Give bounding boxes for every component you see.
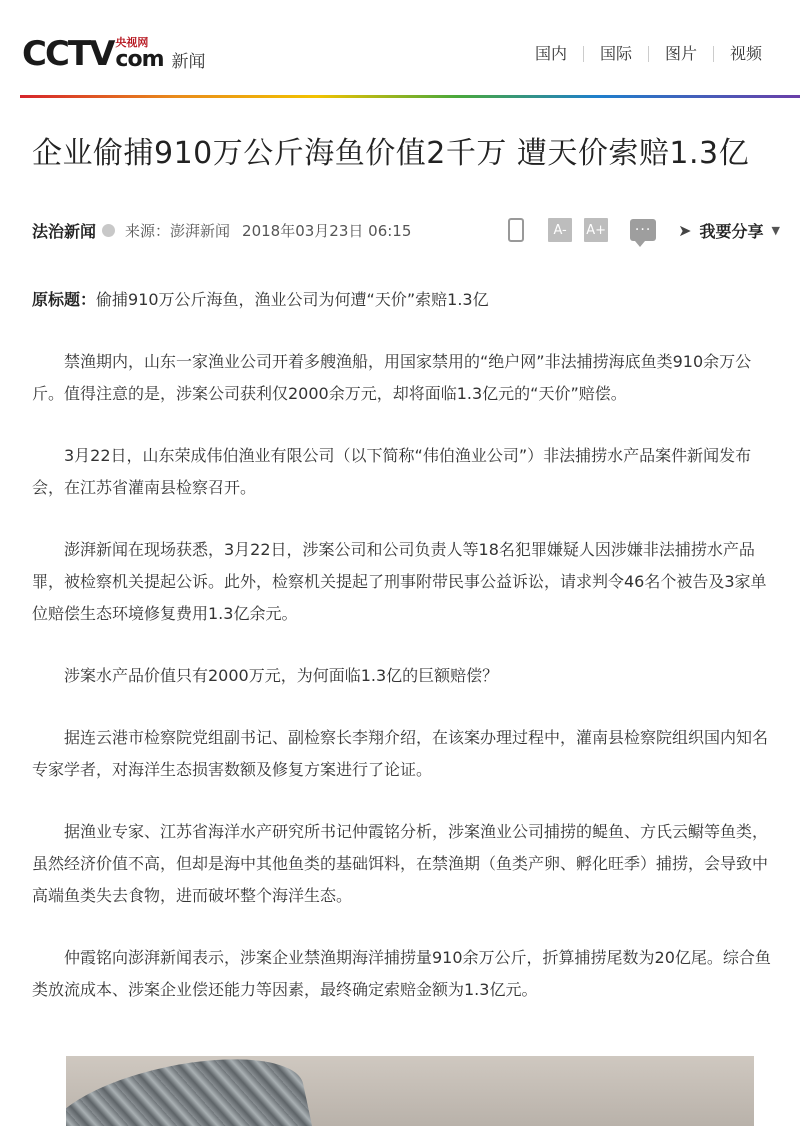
article-date: 2018年03月23日 06:15 — [242, 221, 412, 240]
article-source: 来源：澎湃新闻 — [125, 221, 231, 240]
original-title-label: 原标题： — [32, 290, 97, 309]
article-body — [32, 284, 782, 1036]
share-label: 我要分享 — [699, 221, 764, 241]
share-icon: ➤ — [678, 220, 692, 240]
original-title-paragraph — [32, 284, 782, 316]
logo-cctv-text: CCTV — [22, 34, 114, 74]
article-title: 企业偷捕910万公斤海鱼价值2千万 遭天价索赔1.3亿 — [32, 136, 750, 171]
original-title-text: 偷捕910万公斤海鱼，渔业公司为何遭“天价”索赔1.3亿 — [96, 290, 489, 309]
fishing-net-rope-image — [66, 1056, 313, 1126]
chevron-down-icon: ▼ — [771, 223, 780, 237]
body-paragraph: 仲霞铭向澎湃新闻表示，涉案企业禁渔期海洋捕捞量910余万公斤，折算捕捞尾数为20亿尾。综合鱼类放流成本、涉案企业偿还能力等因素，最终确定索赔金额为1.3亿元。 — [32, 948, 771, 999]
article-photo — [66, 1056, 754, 1126]
body-paragraph: 禁渔期内，山东一家渔业公司开着多艘渔船，用国家禁用的“绝户网”非法捕捞海底鱼类910余万公斤。值得注意的是，涉案公司获利仅2000余万元，却将面临1.3亿元的“天价”赔偿。 — [32, 352, 752, 403]
nav-item-domestic[interactable]: 国内 — [534, 44, 567, 63]
logo-com-block — [115, 37, 163, 71]
font-larger-button[interactable]: A+ — [584, 218, 608, 242]
top-nav — [519, 44, 778, 64]
article-tools — [508, 214, 780, 246]
logo-com-text: com — [115, 47, 164, 72]
body-paragraph: 涉案水产品价值只有2000万元，为何面临1.3亿的巨额赔偿？ — [64, 666, 499, 685]
nav-item-international[interactable]: 国际 — [599, 44, 632, 63]
comment-icon[interactable]: ··· — [630, 219, 656, 241]
info-dot-icon — [102, 224, 115, 237]
cctv-logo[interactable] — [22, 34, 206, 74]
body-paragraph: 3月22日，山东荣成伟伯渔业有限公司（以下简称“伟伯渔业公司”）非法捕捞水产品案件新闻发布会，在江苏省灌南县检察召开。 — [32, 446, 752, 497]
logo-yangshi-text: 央视网 — [115, 36, 149, 49]
body-paragraph: 据连云港市检察院党组副书记、副检察长李翔介绍，在该案办理过程中，灌南县检察院组织国内知名专家学者，对海洋生态损害数额及修复方案进行了论证。 — [32, 728, 769, 779]
header-color-bar — [20, 95, 800, 98]
mobile-view-icon[interactable] — [508, 218, 524, 242]
channel-name[interactable]: 法治新闻 — [32, 221, 97, 241]
font-smaller-button[interactable]: A- — [548, 218, 572, 242]
share-button[interactable] — [678, 219, 780, 242]
nav-item-video[interactable]: 视频 — [729, 44, 762, 63]
logo-section-label: 新闻 — [171, 51, 206, 72]
body-paragraph: 据渔业专家、江苏省海洋水产研究所书记仲霞铭分析，涉案渔业公司捕捞的鳀鱼、方氏云鳚等鱼类，虽然经济价值不高，但却是海中其他鱼类的基础饵料，在禁渔期（鱼类产卵、孵化旺季）捕捞，会导致中高端鱼类失去食物，进而破坏整个海洋生态。 — [32, 822, 769, 905]
body-paragraph: 澎湃新闻在现场获悉，3月22日，涉案公司和公司负责人等18名犯罪嫌疑人因涉嫌非法捕捞水产品罪，被检察机关提起公诉。此外，检察机关提起了刑事附带民事公益诉讼，请求判令46名个被告及3家单位赔偿生态环境修复费用1.3亿余元。 — [32, 540, 767, 623]
site-header — [0, 0, 800, 96]
nav-item-photos[interactable]: 图片 — [664, 44, 697, 63]
